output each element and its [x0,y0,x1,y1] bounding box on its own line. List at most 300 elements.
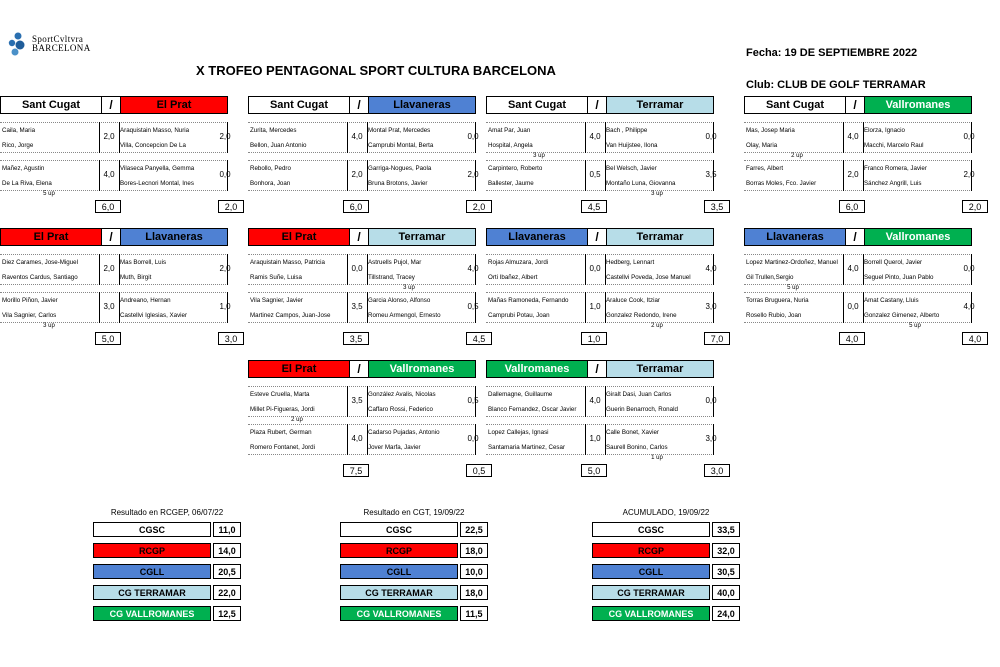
summary-points: 11,0 [213,522,241,537]
pair-row [486,424,717,461]
team-b-label: Vallromanes [864,96,972,114]
pair-score-b: 3,0 [705,302,717,311]
column-divider [605,160,606,191]
column-divider [713,292,714,323]
summary-title: Resultado en RCGEP, 06/07/22 [110,508,224,517]
match-up-note: 2 up [651,323,663,329]
player-name: Sánchez Angrill, Luis [864,180,922,187]
column-divider [863,254,864,285]
total-b: 3,5 [704,200,730,213]
player-name: Hospital, Angela [488,142,533,149]
pair-row [248,254,479,291]
player-name: Araquistain Masso, Patricia [250,259,325,266]
summary-team: CGLL [592,564,710,579]
player-name: De La Riva, Elena [2,180,52,187]
versus-slash: / [588,360,606,378]
pair-row [744,292,975,329]
column-divider [347,424,348,455]
column-divider [227,160,228,191]
pair-divider [0,284,228,285]
player-name: Blanco Fernandez, Oscar Javier [488,406,577,413]
summary-row [340,522,488,537]
match-up-note: 2 up [291,417,303,423]
team-a-label: El Prat [0,228,102,246]
pair-divider [486,254,714,255]
player-name: Rojas Almuzara, Jordi [488,259,549,266]
team-a-label: Sant Cugat [486,96,588,114]
summary-row [340,543,488,558]
team-b-label: El Prat [120,96,228,114]
player-name: Vila Sagnier, Carlos [2,312,57,319]
summary-points: 14,0 [213,543,241,558]
player-name: Calle Bonet, Xavier [606,429,659,436]
player-name: Plaza Rubert, German [250,429,312,436]
column-divider [119,160,120,191]
column-divider [475,424,476,455]
logo [8,32,118,58]
column-divider [347,292,348,323]
summary-team: CG VALLROMANES [340,606,458,621]
column-divider [227,254,228,285]
player-name: Giralt Dasi, Juan Carlos [606,391,672,398]
pair-divider [0,152,228,153]
column-divider [99,122,100,153]
logo-line-2: BARCELONA [32,43,91,53]
summary-team: CG VALLROMANES [592,606,710,621]
player-name: Andreano, Hernan [120,297,171,304]
summary-team: RCGP [340,543,458,558]
column-divider [713,386,714,417]
column-divider [713,160,714,191]
summary-team: CG VALLROMANES [93,606,211,621]
pair-row [248,386,479,423]
column-divider [863,122,864,153]
pair-score-a: 3,0 [103,302,115,311]
summary-points: 24,0 [712,606,740,621]
summary-row [93,606,241,621]
player-name: Garcia Alonso, Alfonso [368,297,431,304]
column-divider [843,160,844,191]
team-b-label: Terramar [606,360,714,378]
pair-score-a: 0,5 [589,170,601,179]
column-divider [971,122,972,153]
pair-divider [744,190,972,191]
summary-row [93,585,241,600]
player-name: Dallemagne, Guillaume [488,391,553,398]
total-a: 6,0 [343,200,369,213]
player-name: Muth, Birgit [120,274,152,281]
pair-divider [248,424,476,425]
player-name: Bores-Lecnori Montal, Ines [120,180,194,187]
player-name: Mañas Ramoneda, Fernando [488,297,569,304]
player-name: Borras Moles, Fco. Javier [746,180,817,187]
column-divider [971,160,972,191]
summary-points: 10,0 [460,564,488,579]
summary-row [592,585,740,600]
summary-points: 18,0 [460,543,488,558]
summary-team: CG TERRAMAR [592,585,710,600]
column-divider [347,160,348,191]
player-name: Olay, Maria [746,142,778,149]
player-name: Araquistain Masso, Nuria [120,127,190,134]
column-divider [99,292,100,323]
pair-divider [744,322,972,323]
player-name: Mas, Josep Maria [746,127,795,134]
column-divider [863,160,864,191]
pair-score-b: 0,0 [467,434,479,443]
column-divider [713,122,714,153]
total-b: 2,0 [962,200,988,213]
column-divider [843,292,844,323]
player-name: Saurell Bonino, Carlos [606,444,668,451]
pair-score-a: 3,5 [351,302,363,311]
pair-divider [486,322,714,323]
pair-score-b: 4,0 [467,264,479,273]
column-divider [585,424,586,455]
player-name: Amat Castany, Lluis [864,297,919,304]
summary-team: CGSC [592,522,710,537]
pair-row [486,122,717,159]
player-name: Santamaria Martinez, Cesar [488,444,566,451]
total-a: 6,0 [95,200,121,213]
summary-row [93,564,241,579]
pair-divider [486,454,714,455]
page-title: X TROFEO PENTAGONAL SPORT CULTURA BARCELONA [196,63,556,78]
column-divider [585,386,586,417]
date-label: Fecha: 19 DE SEPTIEMBRE 2022 [746,47,918,59]
column-divider [99,160,100,191]
player-name: Van Huijstee, Ilona [606,142,658,149]
total-b: 4,0 [962,332,988,345]
pair-row [248,292,479,324]
player-name: Vila Sagnier, Javier [250,297,303,304]
match-up-note: 3 up [403,285,415,291]
player-name: Orti Ibañez, Albert [488,274,538,281]
player-name: Ramis Suñe, Luisa [250,274,302,281]
pair-row [486,292,717,329]
versus-slash: / [588,228,606,246]
pair-divider [0,292,228,293]
pair-divider [248,284,476,285]
pair-row [0,292,231,329]
player-name: Rebollo, Pedro [250,165,291,172]
pair-divider [248,122,476,123]
pair-score-a: 4,0 [103,170,115,179]
player-name: Lopez Martinez-Ordoñez, Manuel [746,259,838,266]
total-b: 7,0 [704,332,730,345]
pair-divider [248,322,476,323]
pair-row [0,160,231,197]
team-a-label: Sant Cugat [0,96,102,114]
pair-score-a: 0,0 [847,302,859,311]
column-divider [367,122,368,153]
summary-team: CGLL [93,564,211,579]
match-up-note: 5 up [43,191,55,197]
pair-divider [248,386,476,387]
total-a: 6,0 [839,200,865,213]
pair-divider [486,122,714,123]
pair-score-a: 1,0 [589,434,601,443]
pair-row [248,160,479,192]
player-name: Castellvi Poveda, Jose Manuel [606,274,691,281]
column-divider [347,254,348,285]
column-divider [585,292,586,323]
team-b-label: Terramar [606,228,714,246]
summary-row [340,564,488,579]
column-divider [119,122,120,153]
player-name: Bonhora, Joan [250,180,291,187]
column-divider [99,254,100,285]
summary-team: CG TERRAMAR [93,585,211,600]
player-name: Hedberg, Lennart [606,259,655,266]
player-name: Romeu Armengol, Ernesto [368,312,441,319]
column-divider [605,292,606,323]
total-a: 5,0 [95,332,121,345]
total-b: 3,0 [704,464,730,477]
match-up-note: 2 up [791,153,803,159]
team-b-label: Vallromanes [368,360,476,378]
column-divider [475,122,476,153]
player-name: Garriga-Nogues, Paola [368,165,432,172]
pair-score-a: 2,0 [103,264,115,273]
summary-team: CGLL [340,564,458,579]
total-b: 3,0 [218,332,244,345]
player-name: Torras Bruguera, Nuria [746,297,809,304]
player-name: Rosello Rubio, Joan [746,312,802,319]
player-name: González Avalis, Nicolas [368,391,436,398]
pair-row [248,122,479,154]
pair-divider [248,454,476,455]
player-name: Camprubi Montal, Berta [368,142,434,149]
pair-divider [248,190,476,191]
column-divider [863,292,864,323]
total-b: 0,5 [466,464,492,477]
versus-slash: / [102,228,120,246]
column-divider [713,424,714,455]
pair-divider [0,160,228,161]
player-name: Bach , Philippe [606,127,648,134]
column-divider [367,424,368,455]
summary-row [93,543,241,558]
pair-divider [744,254,972,255]
pair-row [0,122,231,154]
pair-score-b: 3,5 [705,170,717,179]
player-name: Camprubi Potau, Joan [488,312,550,319]
pair-score-b: 3,0 [705,434,717,443]
pair-score-b: 0,0 [705,132,717,141]
summary-row [592,606,740,621]
total-a: 5,0 [581,464,607,477]
player-name: Bruna Brotons, Javier [368,180,428,187]
summary-points: 32,0 [712,543,740,558]
pair-row [744,160,975,192]
column-divider [367,386,368,417]
pair-divider [248,254,476,255]
match-up-note: 3 up [533,153,545,159]
total-a: 7,5 [343,464,369,477]
player-name: Romero Fontanet, Jordi [250,444,315,451]
summary-points: 33,5 [712,522,740,537]
player-name: Morillo Piñon, Javier [2,297,58,304]
team-b-label: Llavaneras [368,96,476,114]
player-name: Rico, Jorge [2,142,34,149]
pair-divider [744,122,972,123]
pair-score-b: 2,0 [219,264,231,273]
pair-score-b: 0,5 [467,396,479,405]
pair-score-b: 2,0 [467,170,479,179]
column-divider [347,386,348,417]
player-name: Jover Marfa, Javier [368,444,421,451]
pair-row [248,424,479,456]
player-name: Millet Pi-Figueras, Jordi [250,406,315,413]
pair-divider [486,284,714,285]
team-b-label: Terramar [368,228,476,246]
column-divider [367,292,368,323]
pair-divider [486,292,714,293]
summary-title: ACUMULADO, 19/09/22 [622,508,710,517]
player-name: Montaño Luna, Giovanna [606,180,676,187]
summary-team: CG TERRAMAR [340,585,458,600]
player-name: Esteve Cruella, Marta [250,391,310,398]
summary-points: 20,5 [213,564,241,579]
player-name: Mañez, Agustin [2,165,45,172]
player-name: Gil Trullen,Sergio [746,274,794,281]
player-name: Ballester, Jaume [488,180,534,187]
player-name: Seguel Pinto, Juan Pablo [864,274,934,281]
summary-row [340,606,488,621]
match-up-note: 3 up [651,191,663,197]
pair-score-b: 0,0 [705,396,717,405]
summary-title: Resultado en CGT, 19/09/22 [363,508,465,517]
player-name: Castellvi Iglesias, Xavier [120,312,188,319]
column-divider [585,254,586,285]
total-a: 1,0 [581,332,607,345]
pair-score-b: 0,0 [219,170,231,179]
player-name: Mas Borrell, Luis [120,259,167,266]
player-name: Diez Carames, Jose-Miguel [2,259,78,266]
column-divider [475,160,476,191]
pair-score-b: 2,0 [219,132,231,141]
match-card [0,228,238,444]
pair-divider [744,160,972,161]
team-a-label: Llavaneras [486,228,588,246]
pair-row [0,254,231,286]
versus-slash: / [846,228,864,246]
pair-score-b: 0,0 [467,132,479,141]
pair-score-b: 0,0 [963,132,975,141]
player-name: Tillstrand, Tracey [368,274,415,281]
player-name: Gonzalez Redondo, Irene [606,312,677,319]
team-a-label: Sant Cugat [744,96,846,114]
match-up-note: 5 up [787,285,799,291]
pair-score-a: 0,0 [351,264,363,273]
match-card [744,228,982,444]
pair-score-b: 0,0 [963,264,975,273]
summary-points: 11,5 [460,606,488,621]
team-a-label: El Prat [248,228,350,246]
player-name: Gonzalez Gimenez, Alberto [864,312,940,319]
pair-row [486,386,717,418]
total-b: 4,5 [466,332,492,345]
versus-slash: / [350,228,368,246]
pair-divider [248,152,476,153]
column-divider [713,254,714,285]
summary-points: 30,5 [712,564,740,579]
pair-divider [248,160,476,161]
column-divider [119,254,120,285]
player-name: Bellon, Juan Antonio [250,142,307,149]
pair-row [744,122,975,159]
match-up-note: 5 up [909,323,921,329]
column-divider [605,386,606,417]
team-b-label: Llavaneras [120,228,228,246]
team-a-label: Llavaneras [744,228,846,246]
summary-team: RCGP [592,543,710,558]
pair-divider [744,292,972,293]
pair-score-b: 4,0 [705,264,717,273]
column-divider [347,122,348,153]
column-divider [971,254,972,285]
pair-score-b: 2,0 [963,170,975,179]
versus-slash: / [350,96,368,114]
player-name: Montal Prat, Mercedes [368,127,431,134]
pair-divider [744,152,972,153]
column-divider [367,254,368,285]
versus-slash: / [846,96,864,114]
player-name: Villa, Concepcion De La [120,142,186,149]
pair-row [486,160,717,197]
total-a: 4,0 [839,332,865,345]
pair-score-a: 2,0 [847,170,859,179]
player-name: Macchi, Marcelo Raul [864,142,924,149]
column-divider [971,292,972,323]
summary-row [93,522,241,537]
pair-score-a: 3,5 [351,396,363,405]
summary-points: 22,0 [213,585,241,600]
team-b-label: Vallromanes [864,228,972,246]
pair-score-a: 1,0 [589,302,601,311]
column-divider [475,254,476,285]
summary-row [592,564,740,579]
pair-score-b: 1,0 [219,302,231,311]
total-b: 2,0 [466,200,492,213]
versus-slash: / [102,96,120,114]
column-divider [585,122,586,153]
pair-score-a: 2,0 [103,132,115,141]
pair-divider [486,160,714,161]
pair-score-a: 0,0 [589,264,601,273]
summary-points: 22,5 [460,522,488,537]
pair-divider [486,416,714,417]
player-name: Bel Welsch, Javier [606,165,657,172]
player-name: Guerin Benarroch, Ronald [606,406,678,413]
pair-divider [0,254,228,255]
match-up-note: 3 up [43,323,55,329]
pair-divider [248,292,476,293]
column-divider [227,122,228,153]
team-a-label: Vallromanes [486,360,588,378]
player-name: Caffaro Rossi, Federico [368,406,433,413]
pair-score-a: 4,0 [589,396,601,405]
column-divider [605,122,606,153]
summary-points: 40,0 [712,585,740,600]
pair-score-b: 4,0 [963,302,975,311]
summary-row [592,543,740,558]
column-divider [227,292,228,323]
team-b-label: Terramar [606,96,714,114]
column-divider [605,254,606,285]
column-divider [843,122,844,153]
